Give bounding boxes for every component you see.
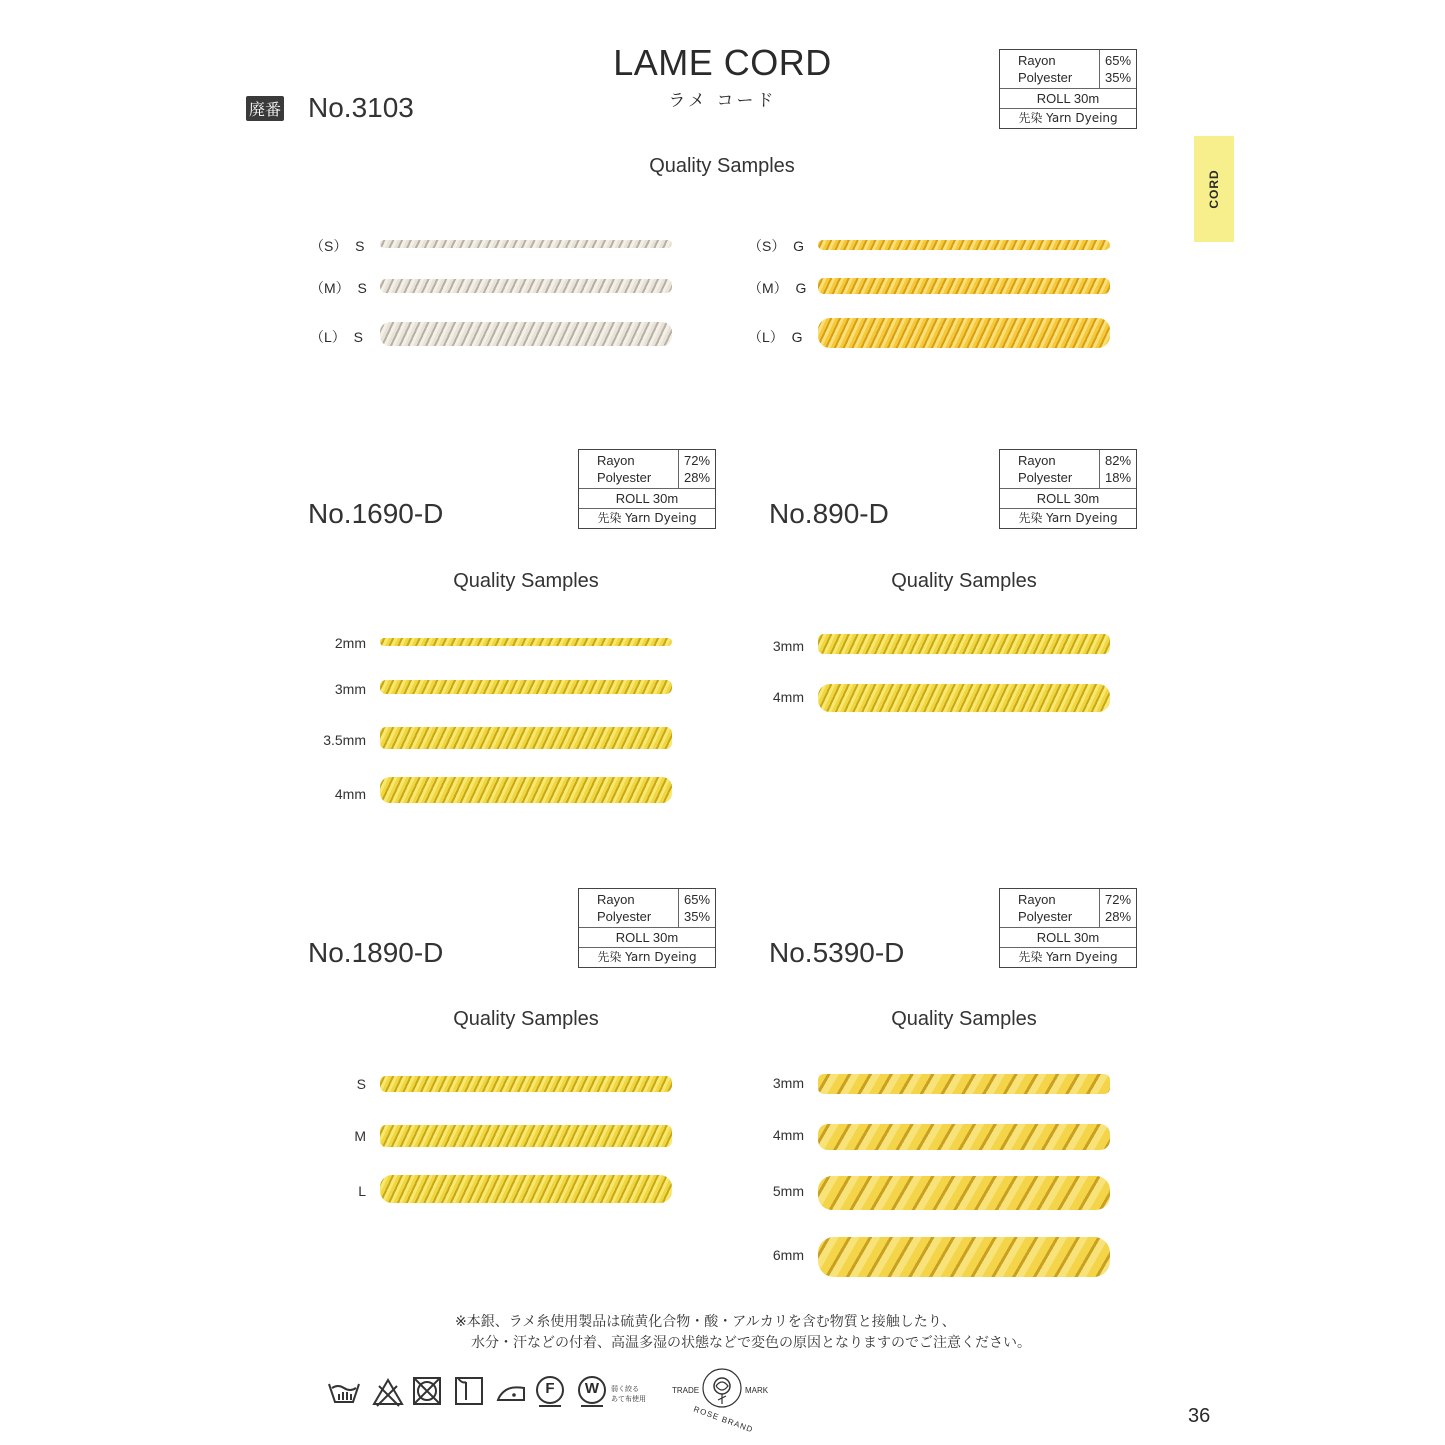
no-bleach-icon	[371, 1374, 405, 1408]
dyeing-method: 先染 Yarn Dyeing	[1018, 950, 1118, 964]
care-notice	[455, 1312, 1031, 1354]
material-1: Rayon	[597, 453, 635, 468]
notice-line-1: ※本銀、ラメ糸使用製品は硫黄化合物・酸・アルカリを含む物質と接触したり、	[455, 1314, 956, 1330]
percent-1: 65%	[1104, 53, 1132, 68]
cord-sample	[380, 638, 672, 646]
section-tab-label: CORD	[1207, 169, 1221, 209]
page-subtitle: ラメ コード	[668, 91, 777, 111]
product-number-3103: No.3103	[308, 92, 414, 123]
product-number-1890d: No.1890-D	[308, 937, 444, 968]
sample-label: （L） S	[310, 329, 363, 345]
sample-label: M	[354, 1128, 366, 1144]
cord-sample	[380, 727, 672, 749]
sample-label: 5mm	[772, 1183, 804, 1199]
spec-box-3103	[999, 49, 1137, 129]
cord-sample	[380, 322, 672, 346]
cord-sample	[380, 1076, 672, 1092]
quality-samples-heading: Quality Samples	[891, 1008, 1037, 1030]
care-note: 弱く絞る あて布使用	[611, 1385, 646, 1403]
quality-samples-heading: Quality Samples	[649, 155, 795, 177]
percent-2: 28%	[683, 470, 711, 485]
percent-2: 35%	[1104, 70, 1132, 85]
cord-sample	[818, 1176, 1110, 1210]
percent-1: 65%	[683, 892, 711, 907]
cord-sample	[818, 240, 1110, 250]
cord-sample	[818, 1074, 1110, 1094]
trademark-left: TRADE	[672, 1386, 700, 1395]
sample-label: 6mm	[772, 1247, 804, 1263]
spec-box-890d	[999, 449, 1137, 529]
cord-sample	[818, 1124, 1110, 1150]
percent-2: 35%	[683, 909, 711, 924]
product-number-890d: No.890-D	[769, 498, 889, 529]
cord-sample	[380, 240, 672, 248]
material-2: Polyester	[1018, 470, 1073, 485]
spec-box-1890d	[578, 888, 716, 968]
sample-label: （M） S	[310, 280, 367, 296]
sample-label: （S） G	[748, 238, 805, 254]
material-2: Polyester	[1018, 70, 1073, 85]
roll-length: ROLL 30m	[1036, 930, 1100, 945]
dry-clean-f-icon: F	[533, 1374, 567, 1408]
dyeing-method: 先染 Yarn Dyeing	[597, 511, 697, 525]
sample-label: 3mm	[772, 638, 804, 654]
spec-box-1690d	[578, 449, 716, 529]
quality-samples-heading: Quality Samples	[453, 1008, 599, 1030]
material-1: Rayon	[597, 892, 635, 907]
section-tab[interactable]	[1194, 136, 1234, 242]
cord-sample	[380, 279, 672, 293]
line-dry-icon	[452, 1374, 486, 1408]
spec-box-5390d	[999, 888, 1137, 968]
notice-line-2: 水分・汗などの付着、高温多湿の状態などで変色の原因となりますのでご注意ください。	[471, 1335, 1031, 1351]
cord-sample	[380, 777, 672, 803]
sample-label: （M） G	[748, 280, 807, 296]
sample-label: L	[358, 1183, 366, 1199]
percent-1: 72%	[683, 453, 711, 468]
cord-sample	[818, 1237, 1110, 1277]
material-2: Polyester	[597, 470, 652, 485]
wet-clean-w-icon: W	[575, 1374, 609, 1408]
cord-sample	[818, 684, 1110, 712]
material-1: Rayon	[1018, 453, 1056, 468]
material-2: Polyester	[1018, 909, 1073, 924]
sample-label: 4mm	[772, 689, 804, 705]
sample-label: 3.5mm	[323, 732, 366, 748]
page-number: 36	[1188, 1405, 1211, 1427]
roll-length: ROLL 30m	[1036, 491, 1100, 506]
material-2: Polyester	[597, 909, 652, 924]
iron-icon	[494, 1374, 528, 1408]
percent-2: 28%	[1104, 909, 1132, 924]
sample-label: 4mm	[334, 786, 366, 802]
cord-sample	[818, 634, 1110, 654]
brand-name: ROSE BRAND	[692, 1404, 755, 1435]
cord-sample	[818, 318, 1110, 348]
cord-sample	[818, 278, 1110, 294]
sample-label: 2mm	[334, 635, 366, 651]
sample-label: 3mm	[334, 681, 366, 697]
dyeing-method: 先染 Yarn Dyeing	[1018, 111, 1118, 125]
sample-label: 4mm	[772, 1127, 804, 1143]
percent-1: 82%	[1104, 453, 1132, 468]
roll-length: ROLL 30m	[615, 491, 679, 506]
hand-wash-icon	[327, 1374, 361, 1408]
discontinued-badge: 廃番	[246, 96, 284, 121]
product-number-1690d: No.1690-D	[308, 498, 444, 529]
dyeing-method: 先染 Yarn Dyeing	[597, 950, 697, 964]
quality-samples-heading: Quality Samples	[891, 570, 1037, 592]
sample-label: 3mm	[772, 1075, 804, 1091]
rose-logo-icon	[698, 1366, 746, 1414]
roll-length: ROLL 30m	[1036, 91, 1100, 106]
material-1: Rayon	[1018, 892, 1056, 907]
trademark-right: MARK	[745, 1386, 769, 1395]
percent-1: 72%	[1104, 892, 1132, 907]
cord-sample	[380, 680, 672, 694]
dyeing-method: 先染 Yarn Dyeing	[1018, 511, 1118, 525]
roll-length: ROLL 30m	[615, 930, 679, 945]
material-1: Rayon	[1018, 53, 1056, 68]
quality-samples-heading: Quality Samples	[453, 570, 599, 592]
sample-label: S	[356, 1076, 366, 1092]
cord-sample	[380, 1125, 672, 1147]
page-title: LAME CORD	[613, 42, 832, 83]
percent-2: 18%	[1104, 470, 1132, 485]
sample-label: （S） S	[310, 238, 365, 254]
cord-sample	[380, 1175, 672, 1203]
product-number-5390d: No.5390-D	[769, 937, 905, 968]
sample-label: （L） G	[748, 329, 803, 345]
no-tumble-dry-icon	[410, 1374, 444, 1408]
